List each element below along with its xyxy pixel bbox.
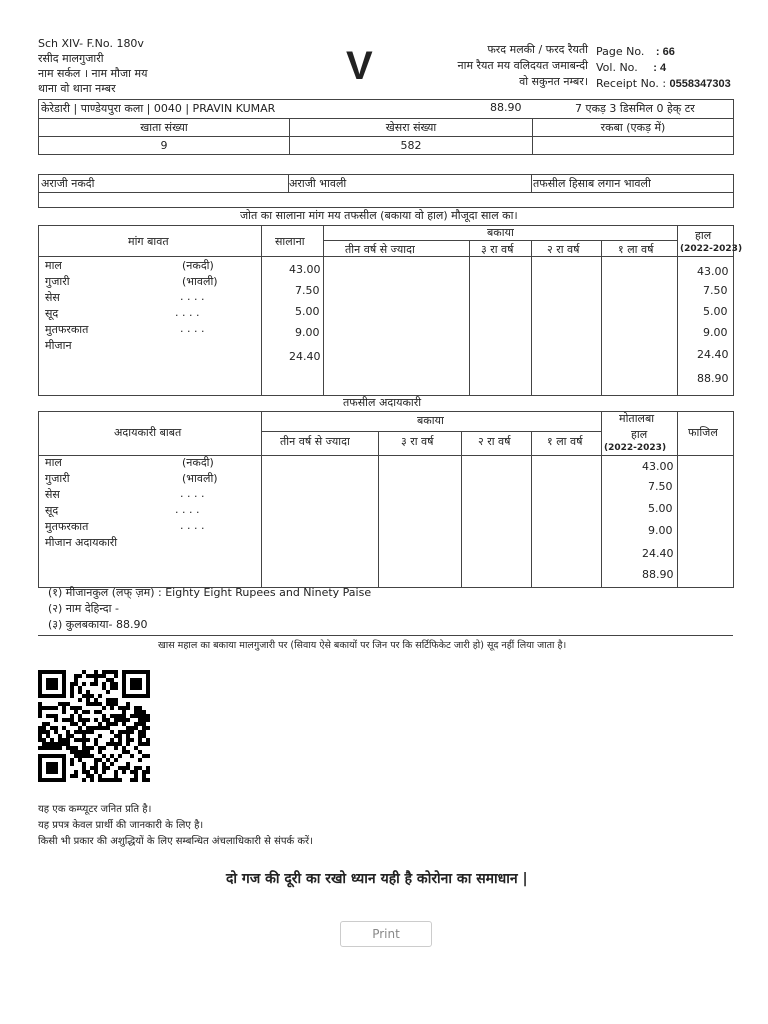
demand-item-name: मुतफरकात [45,323,89,336]
header-left [38,36,147,96]
payer-name: (२) नाम देहिन्दा - [48,602,119,615]
payment-item-type: (भावली) [182,472,218,485]
payment-item-name: मुतफरकात [45,520,89,533]
demand-item-name: गुजारी [45,275,70,288]
current-value: 43.00 [697,265,729,278]
khata-value: 9 [39,137,290,155]
demand-item-name: मीजान [45,339,72,352]
payment-demand-year: (2022-2023) [604,443,667,453]
demand-current-year: (2022-2023) [680,244,743,254]
payment-demand-value: 88.90 [642,568,674,581]
demand-arrears-sub-4: १ ला वर्ष [618,243,654,256]
location-owner: केरेडारी | पाण्डेयपुरा कला | 0040 | PRAVIN KUMAR [41,102,276,115]
page-no-label: Page No. [596,45,645,58]
payment-item-name: सूद [45,504,59,517]
payment-demand-value: 7.50 [648,480,673,493]
payment-item-name: सेस [45,488,60,501]
payment-item-type: . . . . [180,519,205,532]
circle-mauza-label: नाम सर्कल । नाम मौजा मय [38,67,148,80]
payment-arrears-sub-2: ३ रा वर्ष [401,435,434,448]
demand-item-type: (नकदी) [182,259,214,272]
current-value: 7.50 [703,284,728,297]
current-value: 9.00 [703,326,728,339]
demand-current-head: हाल [695,229,712,242]
demand-item-name: सूद [45,307,59,320]
payment-arrears-head: बकाया [417,414,444,427]
interest-note: खास महाल का बकाया मालगुजारी पर (सिवाय ऐसे बकायों पर जिन पर कि सर्टिफिकेट जारी हो) सूद नहीं लिया जाता है। [158,640,567,651]
info-row [38,99,734,119]
demand-annual-head: सालाना [275,235,305,248]
disclaimer [38,802,313,850]
payment-arrears-sub-3: २ रा वर्ष [478,435,511,448]
demand-item-name: सेस [45,291,60,304]
payment-demand-head-1: मोतालबा [619,412,655,425]
current-value: 5.00 [703,305,728,318]
current-value: 88.90 [697,372,729,385]
disclaimer-line: किसी भी प्रकार की अशुद्धियों के लिए सम्बन्धित अंचलाधिकारी से संपर्क करें। [38,836,313,847]
annual-value: 7.50 [295,284,320,297]
rakba-value [533,137,734,155]
payment-demand-value: 5.00 [648,502,673,515]
demand-arrears-sub-2: ३ रा वर्ष [481,243,514,256]
totals-block [48,585,371,633]
header-right-values [596,44,746,92]
payment-col-head: अदायकारी बाबत [114,426,182,439]
araji-nakdi: अराजी नकदी [41,177,95,190]
payment-item-type: (नकदी) [182,456,214,469]
payment-item-type: . . . . [175,503,200,516]
demand-col-head: मांग बावत [128,235,169,248]
vol-no-label: Vol. No. [596,61,638,74]
demand-item-name: माल [45,259,62,272]
payment-item-type: . . . . [180,487,205,500]
araji-blank-row [38,192,734,208]
demand-item-type: (भावली) [182,275,218,288]
tafsil-lagan: तफसील हिसाब लगान भावली [533,177,651,190]
khesra-header: खेसरा संख्या [290,119,533,137]
total-in-words: (१) मीजानकुल (लफ् ज़म) : Eighty Eight Rupees and Ninety Paise [48,586,372,599]
disclaimer-line: यह प्रपत्र केवल प्रार्थी की जानकारी के लिए है। [38,820,204,831]
print-button[interactable]: Print [340,921,432,947]
khata-header: खाता संख्या [39,119,290,137]
araji-bhavli: अराजी भावली [289,177,347,190]
vol-no-value: : 4 [653,62,667,74]
qr-code-icon [38,670,150,782]
current-value: 24.40 [697,348,729,361]
annual-value: 9.00 [295,326,320,339]
receipt-no-label: Receipt No. : [596,77,667,90]
rakba-header: रकबा (एकड़ में) [533,119,734,137]
header-right-labels: फरद मलकी / फरद रैयती नाम रैयत मय वलिदयत जमाबन्दी वो सकुनत नम्बर। [457,43,588,88]
payment-demand-value: 9.00 [648,524,673,537]
corona-slogan: दो गज की दूरी का रखो ध्यान यही है कोरोना का समाधान | [226,871,528,887]
khata-table [38,118,734,155]
receipt-title: रसीद मालगुजारी [38,52,104,65]
demand-item-type: . . . . [175,306,200,319]
payment-demand-value: 43.00 [642,460,674,473]
demand-item-type: . . . . [180,290,205,303]
thana-label: थाना वो थाना नम्बर [38,82,116,95]
payment-arrears-sub-4: १ ला वर्ष [547,435,583,448]
araji-row [38,174,734,193]
total-arrears: (३) कुलबकाया- 88.90 [48,618,148,631]
payment-item-name: गुजारी [45,472,70,485]
disclaimer-line: यह एक कम्प्यूटर जनित प्रति है। [38,804,152,815]
form-number: Sch XIV- F.No. 180v [38,37,144,50]
payment-demand-value: 24.40 [642,547,674,560]
payment-arrears-sub-1: तीन वर्ष से ज्यादा [280,435,350,448]
demand-arrears-sub-3: २ रा वर्ष [547,243,580,256]
khesra-value: 582 [290,137,533,155]
page-no-value: : 66 [655,46,675,58]
demand-arrears-sub-1: तीन वर्ष से ज्यादा [345,243,415,256]
big-letter: V [346,44,373,88]
annual-value: 24.40 [289,350,321,363]
demand-arrears-head: बकाया [487,226,514,239]
payment-demand-head-2: हाल [631,428,648,441]
payment-item-name: मीजान अदायकारी [45,536,118,549]
demand-item-type: . . . . [180,322,205,335]
payment-surplus-head: फाजिल [688,426,718,439]
receipt-no-value: 0558347303 [669,78,731,90]
annual-value: 5.00 [295,305,320,318]
info-area: 7 एकड़ 3 डिसमिल 0 हेक् टर [575,102,695,115]
payment-item-name: माल [45,456,62,469]
demand-title: जोत का सालाना मांग मय तफसील (बकाया वो हाल) मौजूदा साल का। [240,209,518,222]
annual-value: 43.00 [289,263,321,276]
payment-title: तफसील अदायकारी [343,396,422,409]
info-amount: 88.90 [490,101,522,114]
